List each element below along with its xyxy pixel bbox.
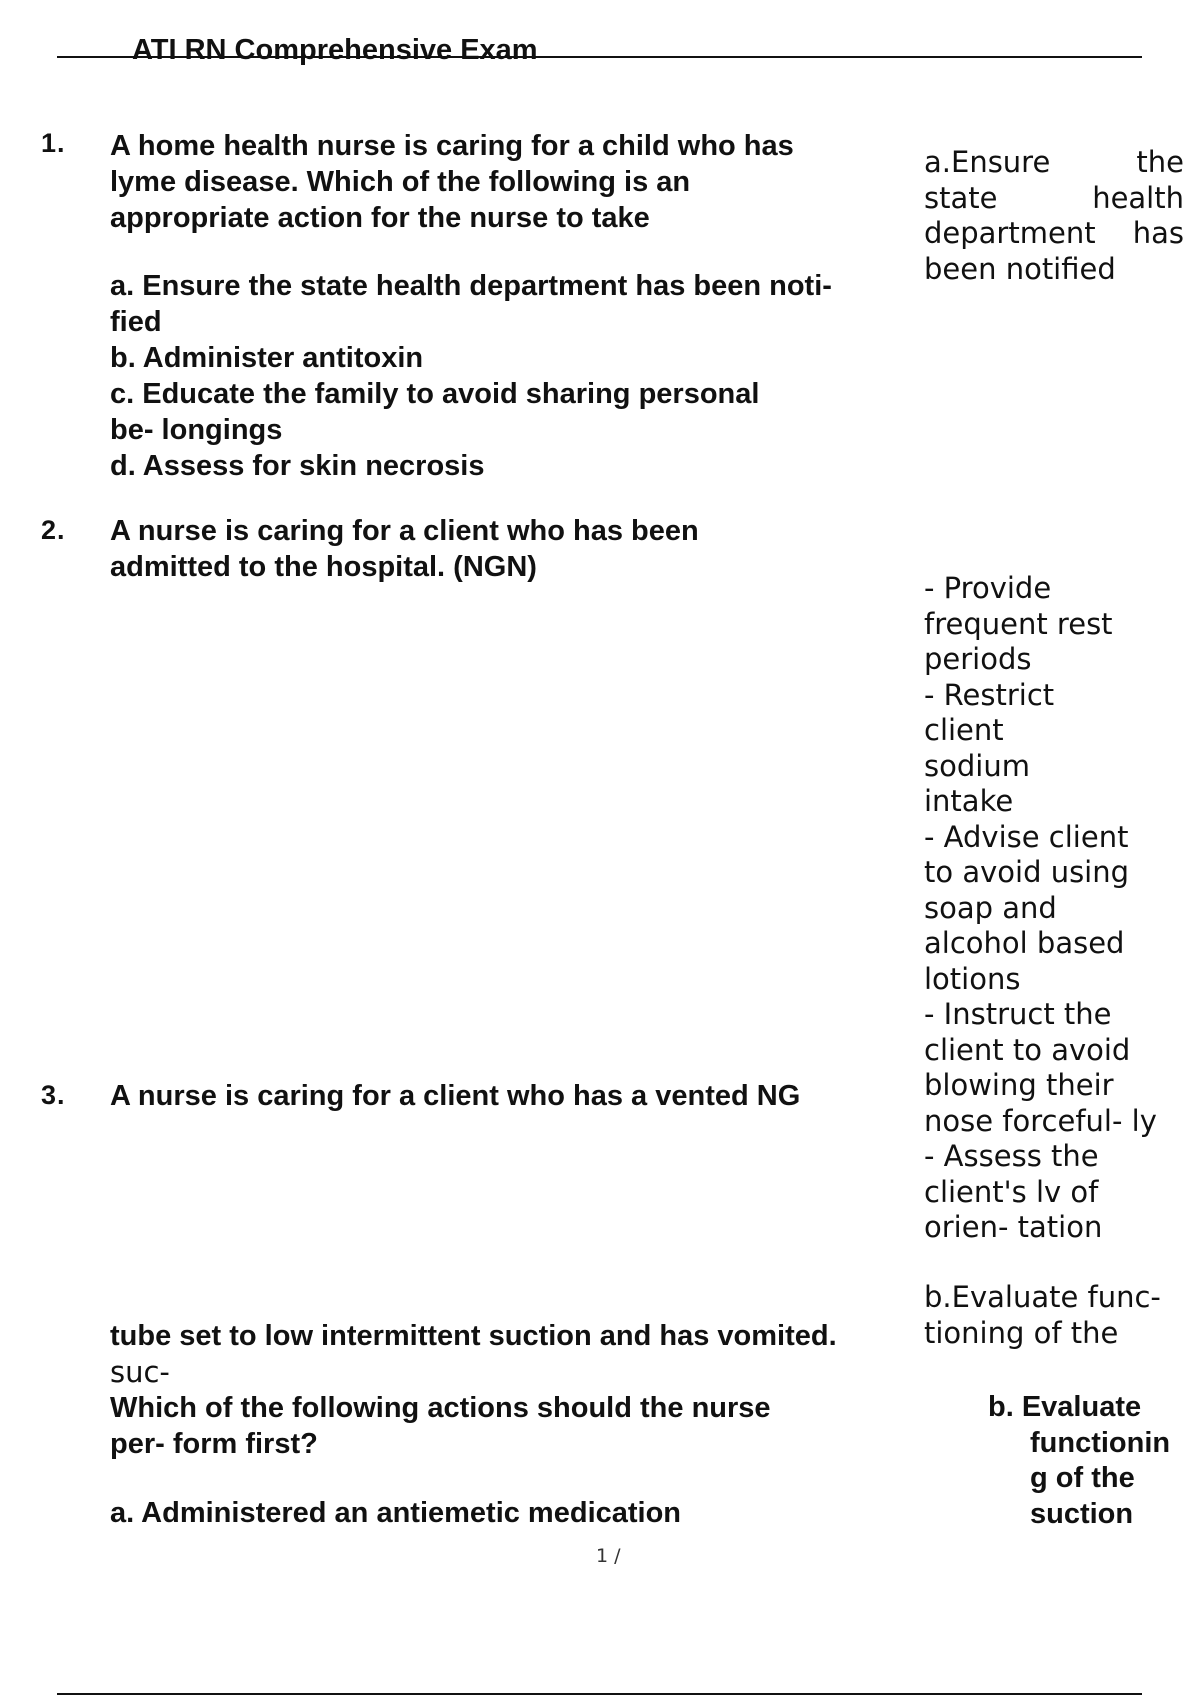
question-2-stem-line: A nurse is caring for a client who has been xyxy=(110,515,699,547)
page-number: 1 / xyxy=(596,1545,621,1567)
question-2-answer-line: intake xyxy=(924,784,1014,818)
question-3-answer-bold xyxy=(988,1390,1194,1532)
question-3-option-line: a. Administered an antiemetic medication xyxy=(110,1497,682,1529)
question-1-options xyxy=(110,268,930,484)
question-2-answer-line: client to avoid xyxy=(924,1032,1131,1067)
question-1-number: 1. xyxy=(41,128,66,158)
question-2-answer-line: blowing their xyxy=(924,1068,1114,1102)
question-1-stem-line: appropriate action for the nurse to take xyxy=(110,202,650,234)
question-2-answer-line: frequent rest xyxy=(924,606,1113,641)
answer-word: department xyxy=(924,216,1096,250)
answer-word: state xyxy=(924,180,998,215)
question-2-answer-line: - Instruct the xyxy=(924,997,1112,1031)
question-3-answer-bold-line: functionin xyxy=(1030,1426,1171,1459)
question-1-option-line: b. Administer antitoxin xyxy=(110,342,424,374)
question-1-answer-line xyxy=(924,216,1184,252)
question-3-stem-line: per- form first? xyxy=(110,1428,318,1460)
answer-word: the xyxy=(1136,145,1184,179)
question-3-stem xyxy=(110,1318,920,1462)
question-2-number: 2. xyxy=(41,515,66,545)
question-2-answer-line: - Provide xyxy=(924,571,1052,605)
question-3-stem-line: suc- xyxy=(110,1355,170,1389)
answer-word: a.Ensure xyxy=(924,145,1051,179)
question-3-options xyxy=(110,1495,920,1531)
question-2-answer-line: nose forceful- ly xyxy=(924,1103,1157,1138)
question-3-answer-line: b.Evaluate func- xyxy=(924,1280,1161,1314)
question-2-answer-line: - Advise client xyxy=(924,819,1129,854)
question-3-answer-bold-line: g of the xyxy=(1030,1462,1135,1494)
question-1-stem-line: A home health nurse is caring for a child who has xyxy=(110,130,794,162)
question-1-answer-line xyxy=(924,181,1184,217)
question-2-answer-line: alcohol based xyxy=(924,926,1125,960)
footer-rule xyxy=(57,1693,1142,1695)
question-1-answer xyxy=(924,145,1184,287)
question-2-answer-line: client's lv of xyxy=(924,1174,1099,1209)
question-2-answer-line: periods xyxy=(924,642,1032,676)
question-3-number: 3. xyxy=(41,1080,66,1110)
question-3-answer-bold-line: suction xyxy=(1030,1497,1134,1530)
question-1-option-line: be- longings xyxy=(110,414,283,446)
question-2-answer-line: lotions xyxy=(924,961,1021,996)
question-3-stem-line: Which of the following actions should the nurse xyxy=(110,1392,771,1424)
question-3-answer-line: tioning of the xyxy=(924,1315,1119,1350)
question-1-option-line: c. Educate the family to avoid sharing personal xyxy=(110,378,760,410)
page-title: ATI RN Comprehensive Exam xyxy=(132,34,538,66)
question-2-answer-line: client xyxy=(924,713,1004,747)
question-1-option-line: fied xyxy=(110,306,162,338)
question-2-answer-line: to avoid using xyxy=(924,855,1130,889)
question-1-option-line: a. Ensure the state health department has been noti- xyxy=(110,270,832,302)
question-3-answer-bold-line: b. Evaluate xyxy=(988,1391,1142,1423)
question-1-option-line: d. Assess for skin necrosis xyxy=(110,450,485,482)
question-3-stem-line: tube set to low intermittent suction and has vomited. xyxy=(110,1320,837,1352)
question-2-stem xyxy=(110,513,910,585)
question-1-stem xyxy=(110,128,910,236)
question-2-answer-line: soap and xyxy=(924,890,1057,925)
question-2-stem-line: admitted to the hospital. (NGN) xyxy=(110,551,537,583)
answer-word: health xyxy=(1092,180,1184,215)
question-2-answer-line: orien- tation xyxy=(924,1210,1103,1244)
question-2-answer-line: - Assess the xyxy=(924,1139,1099,1173)
question-3-stem-first: A nurse is caring for a client who has a vented NG xyxy=(110,1080,801,1112)
question-2-answer-line: sodium xyxy=(924,748,1030,783)
question-2-answer xyxy=(924,571,1194,1246)
answer-word: has xyxy=(1132,216,1184,250)
question-3-answer-plain xyxy=(924,1280,1194,1351)
question-1-answer-line: been notified xyxy=(924,251,1116,286)
question-2-answer-line: - Restrict xyxy=(924,677,1055,712)
question-1-stem-line: lyme disease. Which of the following is an xyxy=(110,166,691,198)
question-1-answer-line xyxy=(924,145,1184,181)
